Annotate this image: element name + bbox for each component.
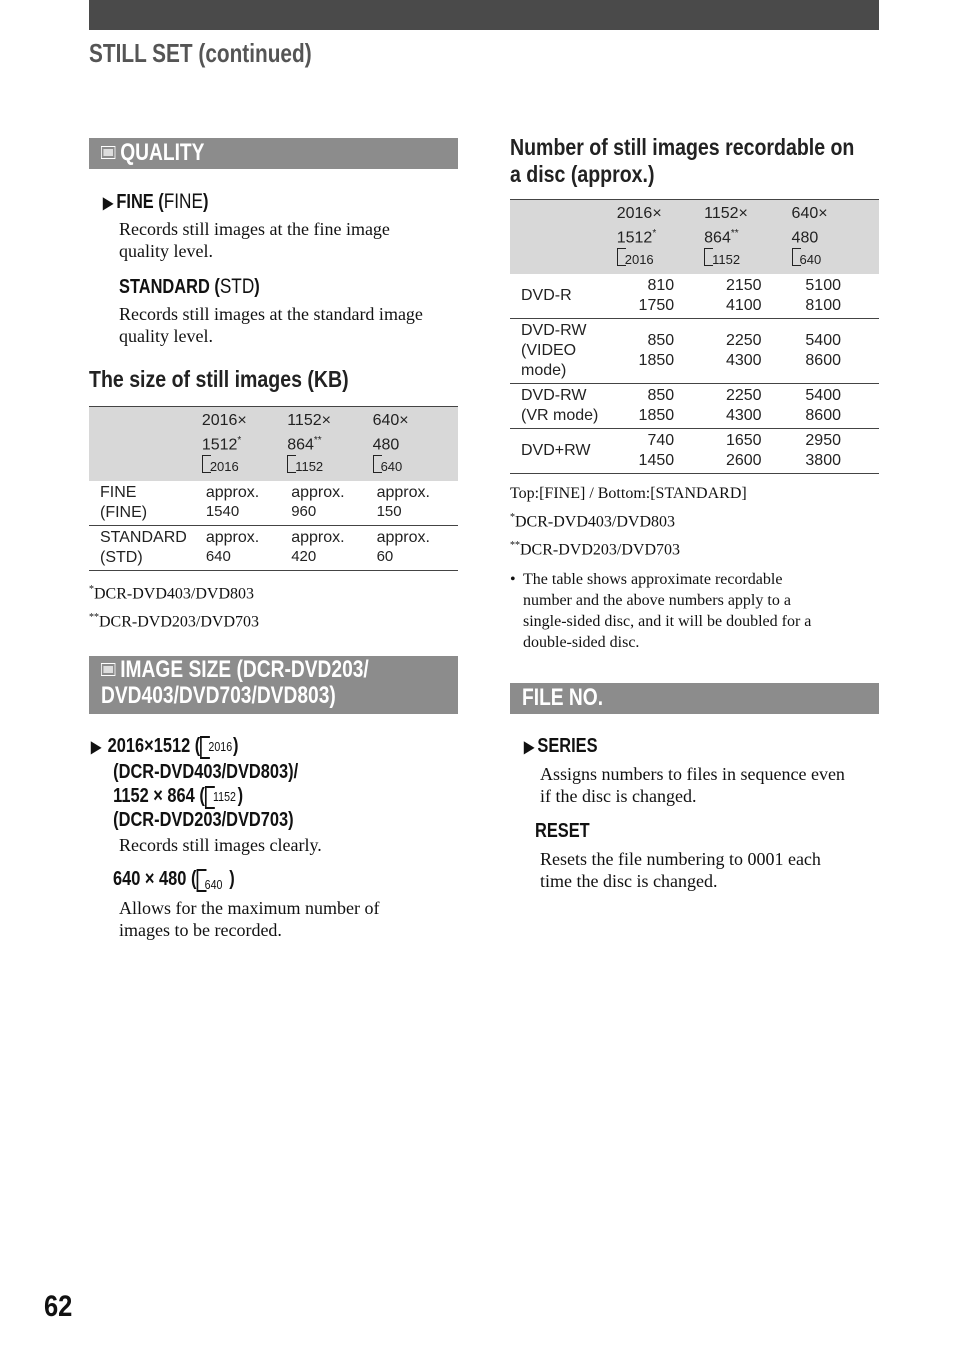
disc-count-cell: 810 1750 xyxy=(617,274,704,319)
disc-table-title: Number of still images recordable on a disc (approx.) xyxy=(510,134,855,187)
disc-count-cell: 5400 8600 xyxy=(792,384,879,429)
image-size-icon: 1152 xyxy=(704,248,740,264)
disc-count-cell: 2950 3800 xyxy=(792,429,879,474)
quality-heading: QUALITY xyxy=(120,139,205,166)
disc-type-label: DVD+RW xyxy=(510,429,617,474)
standard-description: Records still images at the standard image quality level. xyxy=(119,304,423,346)
image-size-large-description: Records still images clearly. xyxy=(119,835,322,855)
fine-description: Records still images at the fine image quality level. xyxy=(119,219,390,261)
standard-option: STANDARD (STD) xyxy=(119,275,260,298)
footnote: **DCR-DVD203/DVD703 xyxy=(89,612,259,631)
image-size-icon: 640 xyxy=(373,455,409,471)
image-size-640-description: Allows for the maximum number of images to be recorded. xyxy=(119,898,380,940)
image-size-option-640: 640 × 480 ( 640 ) xyxy=(113,868,235,892)
size-cell: approx. 640 xyxy=(202,526,287,571)
series-option: ▶ SERIES xyxy=(524,735,598,757)
size-table-title: The size of still images (KB) xyxy=(89,366,349,392)
disc-table-caption: Top:[FINE] / Bottom:[STANDARD] xyxy=(510,485,747,502)
disc-table-row xyxy=(510,384,879,429)
size-cell: approx. 150 xyxy=(373,481,458,526)
disc-bullet-note: • The table shows approximate recordable number and the above numbers apply to a single-sided disc, and it will be doubled for a double-sided disc. xyxy=(510,571,812,651)
footnote: **DCR-DVD203/DVD703 xyxy=(510,540,680,559)
series-description: Assigns numbers to files in sequence even if the disc is changed. xyxy=(540,764,845,806)
size-table-row xyxy=(89,481,458,526)
footnote: *DCR-DVD403/DVD803 xyxy=(510,512,675,531)
file-no-section-bar xyxy=(510,683,879,714)
page-number: 62 xyxy=(44,1290,73,1323)
size-cell: approx. 960 xyxy=(287,481,372,526)
image-size-icon: 640 xyxy=(792,248,828,264)
size-2016-icon: 2016 xyxy=(200,736,233,756)
disc-table-row xyxy=(510,319,879,384)
disc-table-row xyxy=(510,274,879,319)
footnote: *DCR-DVD403/DVD803 xyxy=(89,584,254,603)
size_table-col-header: 2016× 1512* 2016 xyxy=(202,407,287,482)
bullet-icon: • xyxy=(510,571,516,588)
disc-type-label: DVD-R xyxy=(510,274,617,319)
fine-display-icon: FINE xyxy=(163,190,203,213)
size-table-row xyxy=(89,526,458,571)
std-display-icon: STD xyxy=(219,275,255,298)
disc-count-cell: 2250 4300 xyxy=(704,319,791,384)
disc_table-col-header: 2016× 1512* 2016 xyxy=(617,200,704,275)
standard-label: STANDARD ( xyxy=(119,276,220,298)
disc-table-corner xyxy=(510,200,617,275)
image-size-option-large: ▶ 2016×1512 ( 2016 ) (DCR-DVD403/DVD803)/ 1152 × 864 ( 1152 ) (DCR-DVD203/DVD703) xyxy=(91,735,299,831)
size-cell: approx. 60 xyxy=(373,526,458,571)
disc-count-cell: 1650 2600 xyxy=(704,429,791,474)
reset-option: RESET xyxy=(535,820,590,842)
disc-type-label: DVD-RW (VR mode) xyxy=(510,384,617,429)
arrow-right-icon: ▶ xyxy=(103,195,114,212)
image-size-section-bar: IMAGE SIZE (DCR-DVD203/ DVD403/DVD703/DVD803) xyxy=(89,656,458,714)
disc-count-cell: 5400 8600 xyxy=(792,319,879,384)
fine-label: FINE ( xyxy=(116,191,164,213)
top-header-bar xyxy=(89,0,879,30)
image-size-icon: 2016 xyxy=(617,248,653,264)
size_table-col-header: 1152× 864** 1152 xyxy=(287,407,372,482)
disc-count-cell: 5100 8100 xyxy=(792,274,879,319)
disc-count-cell: 850 1850 xyxy=(617,319,704,384)
fine-option: ▶ FINE (FINE) xyxy=(103,190,209,213)
reset-description: Resets the file numbering to 0001 each time the disc is changed. xyxy=(540,849,821,891)
size-table xyxy=(89,406,458,571)
disc-count-cell: 850 1850 xyxy=(617,384,704,429)
page-title: STILL SET (continued) xyxy=(89,38,312,68)
size-table-notes xyxy=(89,578,259,635)
disc-count-cell: 2150 4100 xyxy=(704,274,791,319)
image-size-icon: 2016 xyxy=(202,455,238,471)
disc-table-notes xyxy=(510,482,747,563)
size-table-corner xyxy=(89,407,202,482)
size-cell: approx. 1540 xyxy=(202,481,287,526)
arrow-right-icon: ▶ xyxy=(524,739,535,756)
image-size-icon: 1152 xyxy=(287,455,323,471)
still-set-menu-icon xyxy=(101,663,115,676)
disc_table-col-header: 640× 480 640 xyxy=(792,200,879,275)
size-row-label: FINE (FINE) xyxy=(89,481,202,526)
size_table-col-header: 640× 480 640 xyxy=(373,407,458,482)
size-1152-icon: 1152 xyxy=(205,786,238,806)
quality-section-bar xyxy=(89,138,458,169)
image-size-heading: IMAGE SIZE (DCR-DVD203/ xyxy=(120,656,369,683)
disc_table-col-header: 1152× 864** 1152 xyxy=(704,200,791,275)
disc-count-cell: 2250 4300 xyxy=(704,384,791,429)
file-no-heading: FILE NO. xyxy=(522,684,604,711)
disc-table-row xyxy=(510,429,879,474)
arrow-right-icon: ▶ xyxy=(91,739,102,756)
disc-table xyxy=(510,199,879,474)
disc-count-cell: 740 1450 xyxy=(617,429,704,474)
still-set-menu-icon xyxy=(101,146,115,159)
size-cell: approx. 420 xyxy=(287,526,372,571)
disc-type-label: DVD-RW (VIDEO mode) xyxy=(510,319,617,384)
size-row-label: STANDARD (STD) xyxy=(89,526,202,571)
size-640-icon: 640 xyxy=(196,869,229,889)
